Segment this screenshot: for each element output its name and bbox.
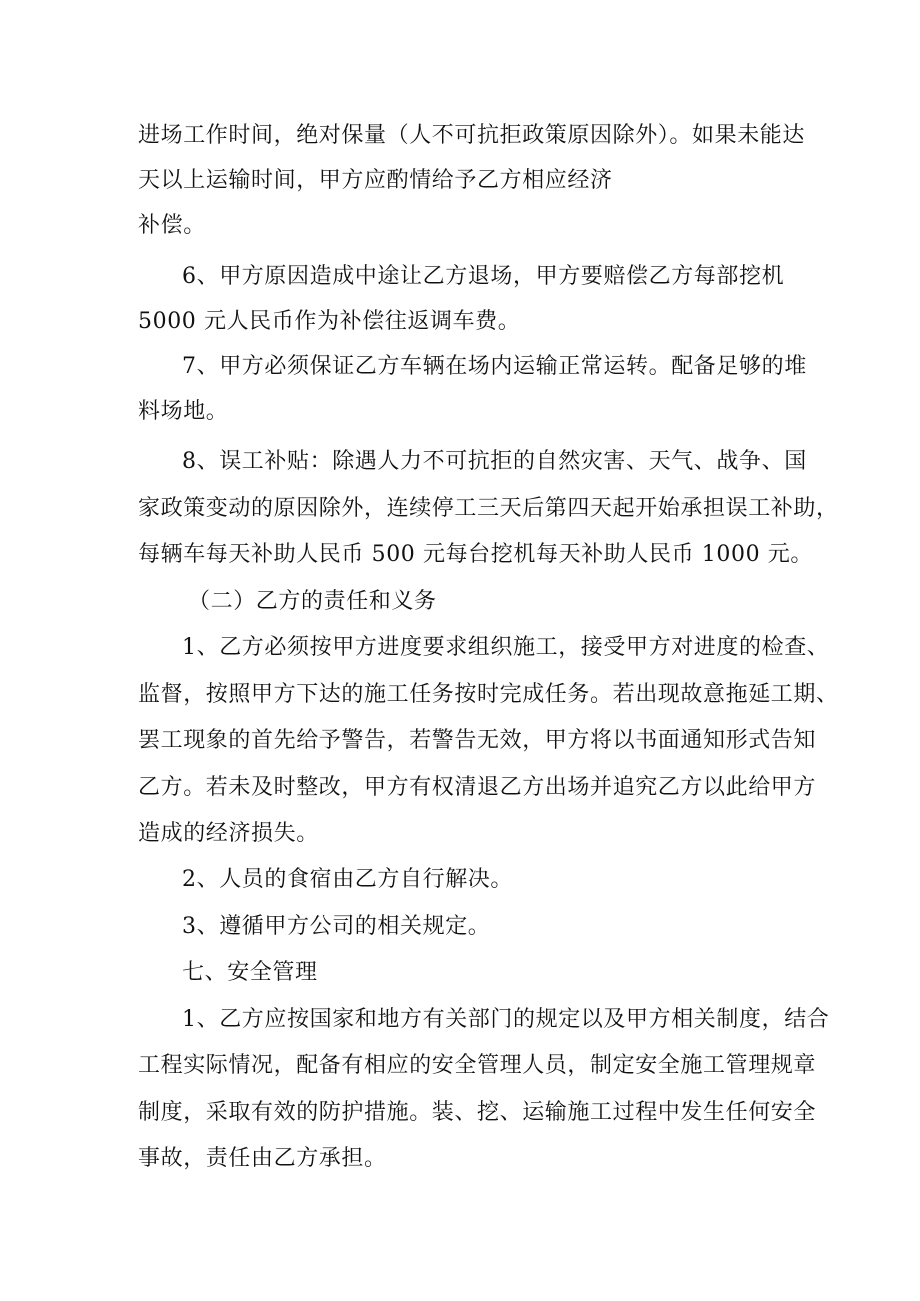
text-line-21: 工程实际情况，配备有相应的安全管理人员，制定安全施工管理规章	[138, 1053, 817, 1078]
text-line-20: 1、乙方应按国家和地方有关部门的规定以及甲方相关制度，结合	[182, 1007, 830, 1032]
text-line-18: 3、遵循甲方公司的相关规定。	[182, 914, 491, 939]
text-line-12: 1、乙方必须按甲方进度要求组织施工，接受甲方对进度的检查、	[182, 635, 830, 660]
section-heading-safety: 七、安全管理	[182, 960, 318, 985]
text-line-6: 7、甲方必须保证乙方车辆在场内运输正常运转。配备足够的堆	[182, 354, 807, 379]
text-line-2: 天以上运输时间，甲方应酌情给予乙方相应经济	[138, 168, 613, 193]
text-line-23: 事故，责任由乙方承担。	[138, 1146, 387, 1171]
text-line-3: 补偿。	[138, 213, 206, 238]
text-line-14: 罢工现象的首先给予警告，若警告无效，甲方将以书面通知形式告知	[138, 728, 817, 753]
text-line-17: 2、人员的食宿由乙方自行解决。	[182, 867, 513, 892]
text-line-8: 8、误工补贴：除遇人力不可抗拒的自然灾害、天气、战争、国	[182, 449, 807, 474]
text-line-9: 家政策变动的原因除外，连续停工三天后第四天起开始承担误工补助，	[138, 496, 839, 521]
section-heading-yifang: （二）乙方的责任和义务	[188, 589, 437, 614]
text-line-15: 乙方。若未及时整改，甲方有权清退乙方出场并追究乙方以此给甲方	[138, 775, 817, 800]
text-line-7: 料场地。	[138, 399, 229, 424]
text-line-13: 监督，按照甲方下达的施工任务按时完成任务。若出现故意拖延工期、	[138, 682, 839, 707]
text-line-22: 制度，采取有效的防护措施。装、挖、运输施工过程中发生任何安全	[138, 1100, 817, 1125]
text-line-5: 5000 元人民币作为补偿往返调车费。	[138, 309, 521, 334]
text-line-1: 进场工作时间，绝对保量（人不可抗拒政策原因除外）。如果未能达	[138, 123, 806, 148]
text-line-16: 造成的经济损失。	[138, 821, 319, 846]
text-line-4: 6、甲方原因造成中途让乙方退场，甲方要赔偿乙方每部挖机	[182, 264, 785, 289]
text-line-10: 每辆车每天补助人民币 500 元每台挖机每天补助人民币 1000 元。	[138, 542, 813, 567]
